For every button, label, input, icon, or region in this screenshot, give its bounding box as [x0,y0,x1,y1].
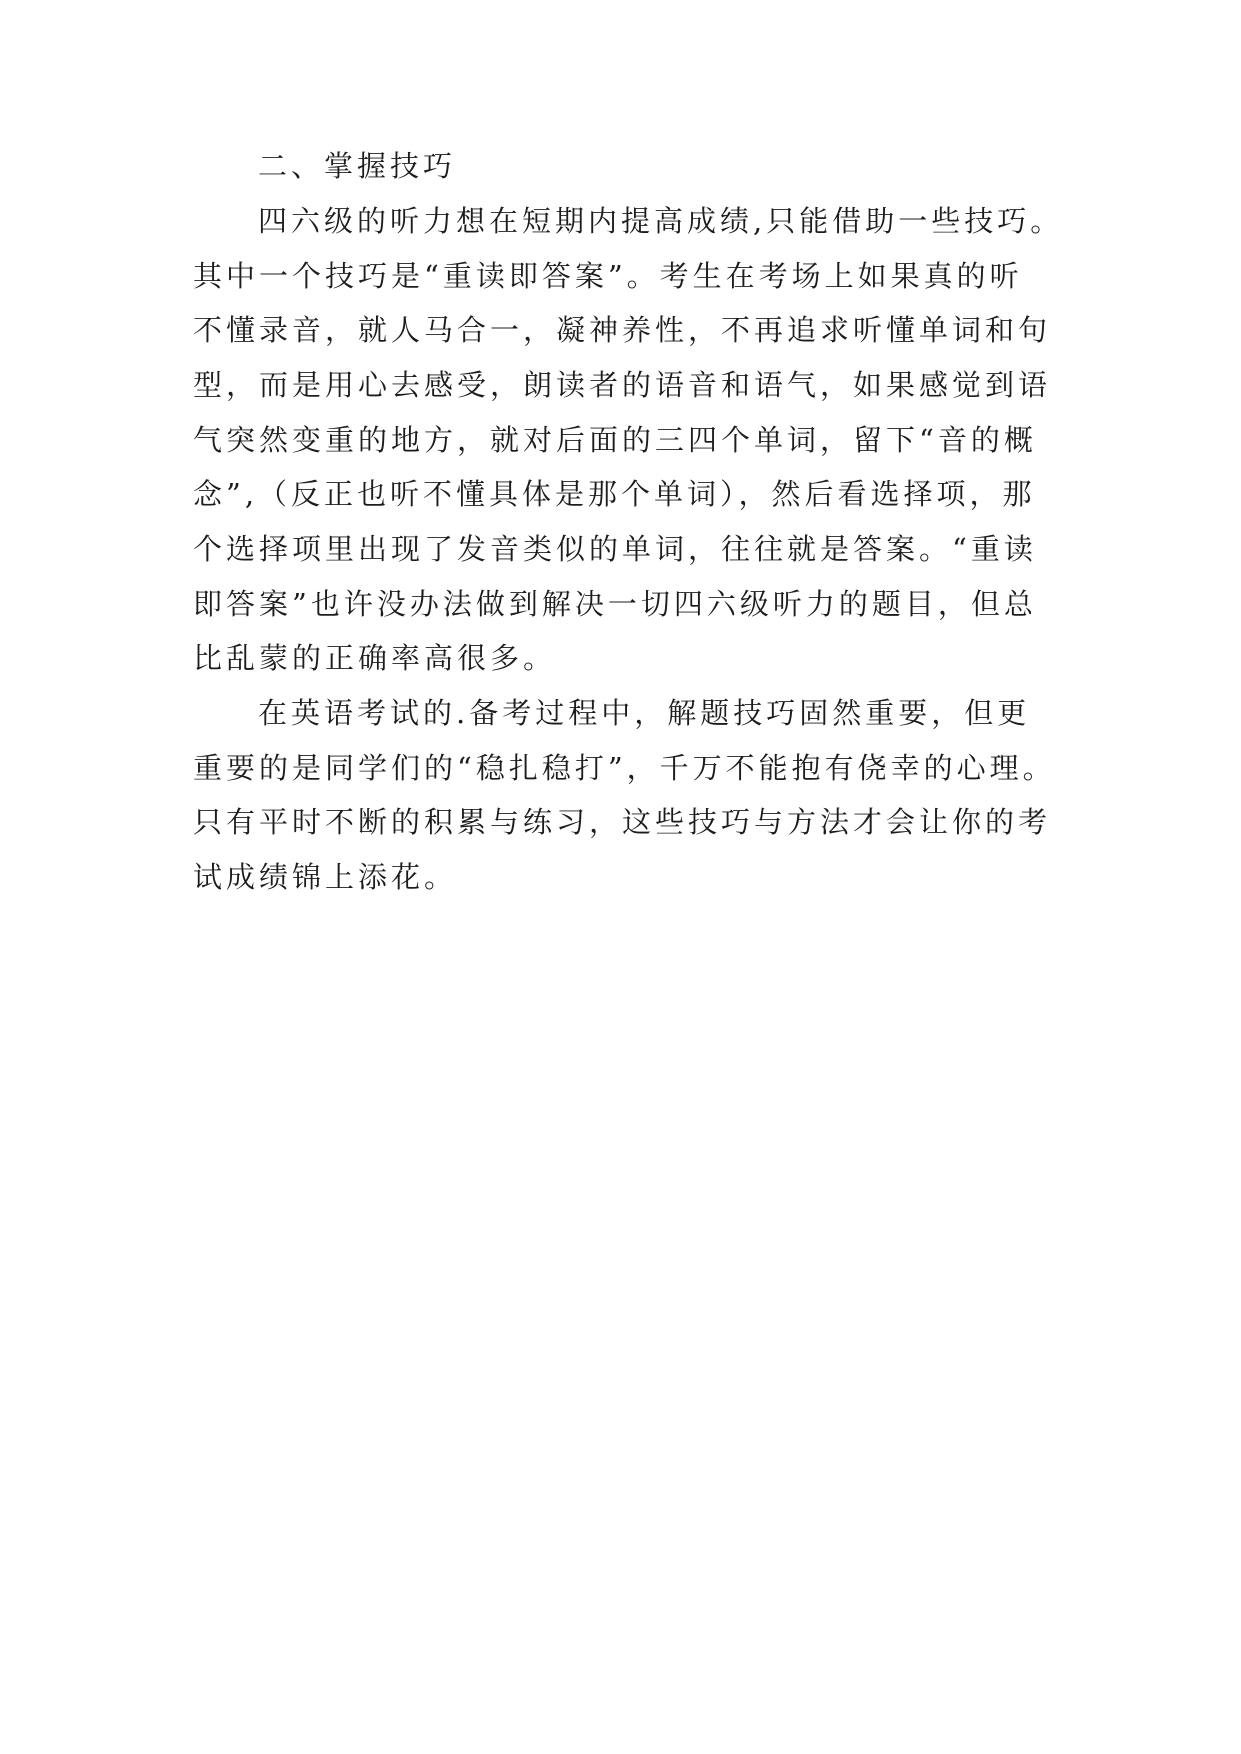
paragraph-1-line-2: 其中一个技巧是“重读即答案”。考生在考场上如果真的听 [193,259,1023,293]
paragraph-1-line-1: 四六级的听力想在短期内提高成绩,只能借助一些技巧。 [258,204,1064,238]
paragraph-2-line-2: 重要的是同学们的“稳扎稳打”，千万不能抱有侥幸的心理。 [193,751,1056,785]
paragraph-1-line-8: 即答案”也许没办法做到解决一切四六级听力的题目，但总 [193,587,1037,621]
paragraph-2-line-3: 只有平时不断的积累与练习，这些技巧与方法才会让你的考 [193,805,1052,839]
paragraph-1-line-5: 气突然变重的地方，就对后面的三四个单词，留下“音的概 [193,423,1037,457]
paragraph-2-line-1: 在英语考试的.备考过程中，解题技巧固然重要，但更 [258,696,1031,730]
paragraph-1-line-3: 不懂录音，就人马合一，凝神养性，不再追求听懂单词和句 [193,313,1052,347]
paragraph-1-line-6: 念”,（反正也听不懂具体是那个单词），然后看选择项，那 [193,477,1036,511]
paragraph-2-line-4: 试成绩锦上添花。 [193,860,458,894]
section-heading: 二、掌握技巧 [258,149,457,183]
paragraph-1-line-7: 个选择项里出现了发音类似的单词，往往就是答案。“重读 [193,532,1037,566]
paragraph-1-line-4: 型，而是用心去感受，朗读者的语音和语气，如果感觉到语 [193,368,1052,402]
paragraph-1-line-9: 比乱蒙的正确率高很多。 [193,641,557,675]
